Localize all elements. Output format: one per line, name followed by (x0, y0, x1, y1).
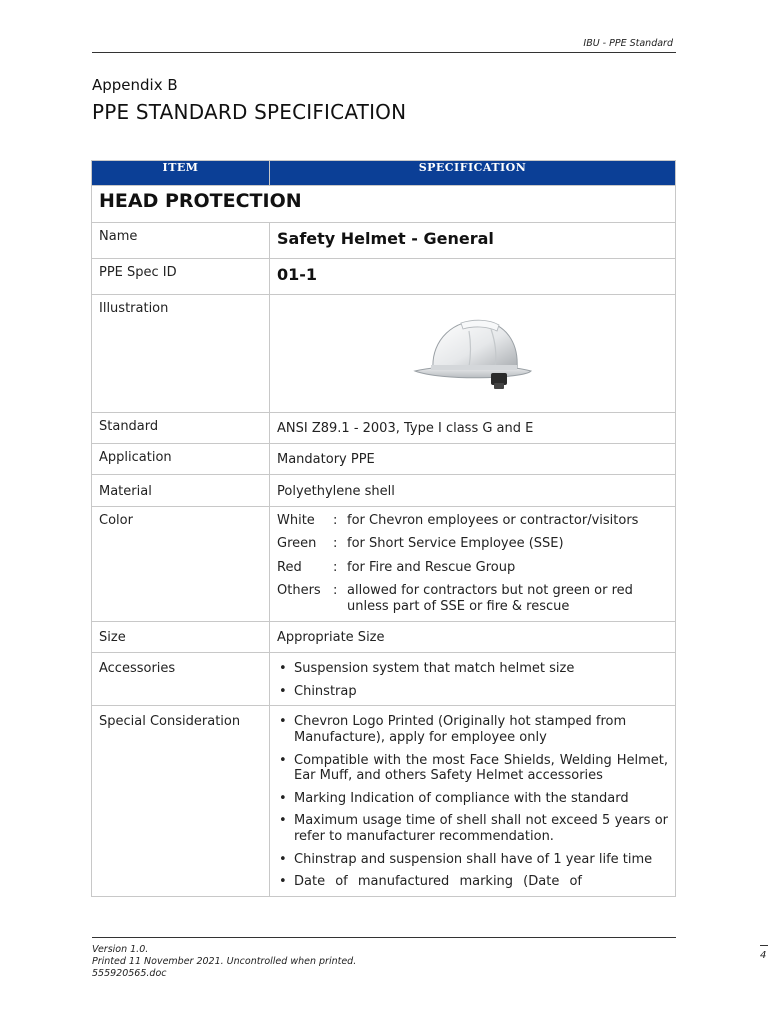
list-item: • Chinstrap (279, 683, 357, 699)
value-spec-id-text: 01-1 (277, 265, 318, 284)
value-application: Mandatory PPE (270, 444, 676, 475)
header-rule (92, 52, 676, 53)
color-item: Green : for Short Service Employee (SSE) (277, 536, 668, 552)
appendix-label: Appendix B (92, 76, 178, 94)
table-row-application (92, 444, 676, 475)
section-row (92, 186, 676, 223)
special-consideration-list (277, 714, 668, 889)
value-color (270, 507, 676, 622)
list-item: • Date of manufactured marking (Date of (279, 874, 582, 890)
label-spec-id: PPE Spec ID (92, 259, 270, 295)
list-item: • Chinstrap and suspension shall have of 1 year life time (279, 851, 653, 867)
label-color: Color (92, 507, 270, 622)
value-standard: ANSI Z89.1 - 2003, Type I class G and E (270, 413, 676, 444)
label-standard: Standard (92, 413, 270, 444)
table-row-spec-id (92, 259, 676, 295)
list-item: • Compatible with the most Face Shields, Welding Helmet, Ear Muff, and others Safety Helmet accessories (279, 752, 668, 784)
spec-table (91, 160, 676, 897)
value-accessories (270, 653, 676, 706)
table-header-row (92, 161, 676, 186)
label-special-consideration: Special Consideration (92, 706, 270, 896)
color-item: Others : allowed for contractors but not green or red unless part of SSE or fire & rescue (277, 583, 668, 616)
page-number-rule (760, 945, 768, 946)
color-name: Green (277, 536, 317, 552)
label-name: Name (92, 223, 270, 259)
footer-printed: Printed 11 November 2021. Uncontrolled when printed. (92, 956, 357, 967)
section-title: HEAD PROTECTION (92, 186, 676, 223)
footer (92, 944, 356, 980)
color-desc: allowed for contractors but not green or red unless part of SSE or fire & rescue (347, 582, 633, 614)
value-size: Appropriate Size (270, 622, 676, 653)
label-application: Application (92, 444, 270, 475)
footer-file: 555920565.doc (92, 968, 167, 979)
color-name: White (277, 513, 315, 528)
col-header-specification: SPECIFICATION (270, 161, 676, 186)
color-desc: for Chevron employees or contractor/visitors (347, 513, 639, 528)
table-row-special-consideration (92, 706, 676, 896)
accessories-list (277, 661, 668, 699)
value-illustration (270, 295, 676, 413)
table-row-name (92, 223, 676, 259)
color-item: White : for Chevron employees or contractor/visitors (277, 513, 668, 529)
value-name (270, 223, 676, 259)
label-illustration: Illustration (92, 295, 270, 413)
label-accessories: Accessories (92, 653, 270, 706)
color-desc: for Short Service Employee (SSE) (347, 536, 564, 552)
table-row-standard (92, 413, 676, 444)
col-header-item: ITEM (92, 161, 270, 186)
label-material: Material (92, 475, 270, 507)
value-material: Polyethylene shell (270, 475, 676, 507)
value-name-text: Safety Helmet - General (277, 229, 494, 248)
color-name: Others (277, 582, 321, 598)
table-row-material (92, 475, 676, 507)
color-desc: for Fire and Rescue Group (347, 559, 516, 575)
color-name: Red (277, 559, 302, 575)
page-number: 4 (760, 950, 767, 961)
list-item: • Chevron Logo Printed (Originally hot stamped from Manufacture), apply for employee only (279, 714, 627, 746)
page-title: PPE STANDARD SPECIFICATION (92, 100, 407, 124)
table-row-color (92, 507, 676, 622)
value-special-consideration (270, 706, 676, 896)
list-item: • Marking Indication of compliance with the standard (279, 790, 629, 806)
footer-version: Version 1.0. (92, 944, 149, 955)
safety-helmet-image (411, 309, 535, 393)
list-item: • Maximum usage time of shell shall not exceed 5 years or refer to manufacturer recommendation. (279, 813, 668, 844)
running-header: IBU - PPE Standard (583, 38, 673, 49)
label-size: Size (92, 622, 270, 653)
table-row-accessories (92, 653, 676, 706)
list-item: • Suspension system that match helmet size (279, 661, 575, 677)
table-row-illustration (92, 295, 676, 413)
table-row-size (92, 622, 676, 653)
color-item: Red : for Fire and Rescue Group (277, 560, 668, 576)
value-spec-id (270, 259, 676, 295)
footer-rule (92, 937, 676, 938)
